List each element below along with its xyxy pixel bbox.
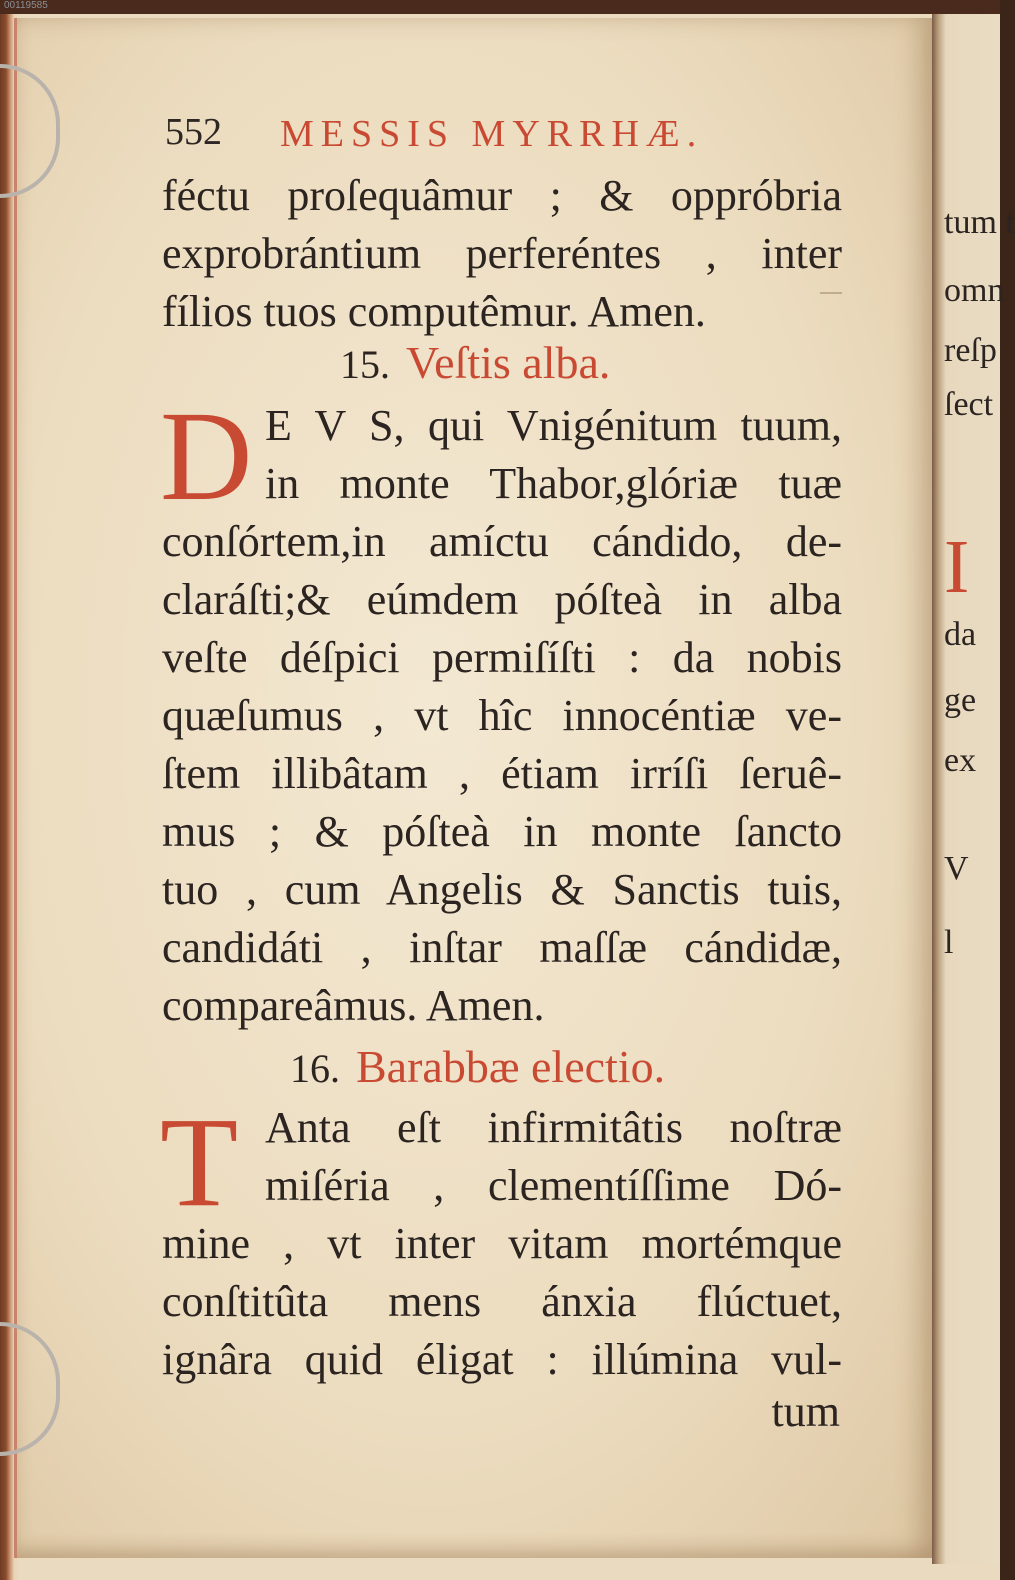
text-line: miſéria , clementíſſime Dó-	[265, 1161, 842, 1210]
text-line: candidáti , inſtar maſſæ cándidæ,	[162, 923, 842, 972]
facing-text-fragment: tum t	[944, 204, 1015, 241]
paper-mark	[820, 292, 842, 294]
text-line: fílios tuos computêmur. Amen.	[162, 287, 706, 336]
facing-text-fragment: ge	[944, 682, 977, 719]
section-heading-15	[340, 336, 610, 389]
section-number: 16.	[290, 1046, 340, 1091]
text-line: mine , vt inter vitam mortémque	[162, 1219, 842, 1268]
facing-text-fragment: da	[944, 616, 977, 653]
text-line: Anta eſt infirmitâtis noſtræ	[265, 1103, 842, 1152]
section-number: 15.	[340, 342, 390, 387]
facing-text-fragment: l	[944, 924, 954, 961]
section-heading-16	[290, 1040, 665, 1093]
facing-dropcap-fragment: I	[944, 525, 970, 609]
drop-capital: D	[160, 385, 253, 527]
catchword: tum	[771, 1387, 840, 1436]
facing-text-fragment: ſect	[944, 386, 994, 423]
text-line: tuo , cum Angelis & Sanctis tuis,	[162, 865, 842, 914]
text-line: ſtem illibâtam , étiam irríſi ſeruê-	[162, 749, 842, 798]
scan-label: 00119585	[4, 0, 48, 11]
book-page-right-edge	[932, 14, 1015, 1564]
text-line: féctu proſequâmur ; & oppróbria	[162, 171, 842, 220]
running-title: MESSIS MYRRHÆ.	[280, 113, 704, 155]
facing-text-fragment: ex	[944, 742, 977, 779]
section-title: Veſtis alba.	[406, 337, 611, 388]
facing-text-fragment: reſp	[944, 332, 997, 369]
scan-top-band	[0, 0, 1000, 14]
drop-capital: T	[160, 1091, 239, 1233]
text-line: claráſti;& eúmdem póſteà in alba	[162, 575, 842, 624]
facing-text-fragment: V	[944, 850, 969, 887]
section-title: Barabbæ electio.	[356, 1041, 666, 1092]
page-number: 552	[165, 111, 222, 153]
text-line: compareâmus. Amen.	[162, 981, 545, 1030]
text-line: in monte Thabor,glóriæ tuæ	[265, 459, 842, 508]
text-line: ignâra quid éligat : illúmina vul-	[162, 1335, 842, 1384]
text-line: conſtitûta mens ánxia flúctuet,	[162, 1277, 842, 1326]
text-line: mus ; & póſteà in monte ſancto	[162, 807, 842, 856]
text-line: veſte déſpici permiſíſti : da nobis	[162, 633, 842, 682]
facing-text-fragment: omn	[944, 272, 1005, 309]
text-line: quæſumus , vt hîc innocéntiæ ve-	[162, 691, 842, 740]
text-line: conſórtem,in amíctu cándido, de-	[162, 517, 842, 566]
text-line: exprobrántium perferéntes , inter	[162, 229, 842, 278]
text-line: E V S, qui Vnigénitum tuum,	[265, 401, 842, 450]
page-header	[165, 110, 865, 158]
